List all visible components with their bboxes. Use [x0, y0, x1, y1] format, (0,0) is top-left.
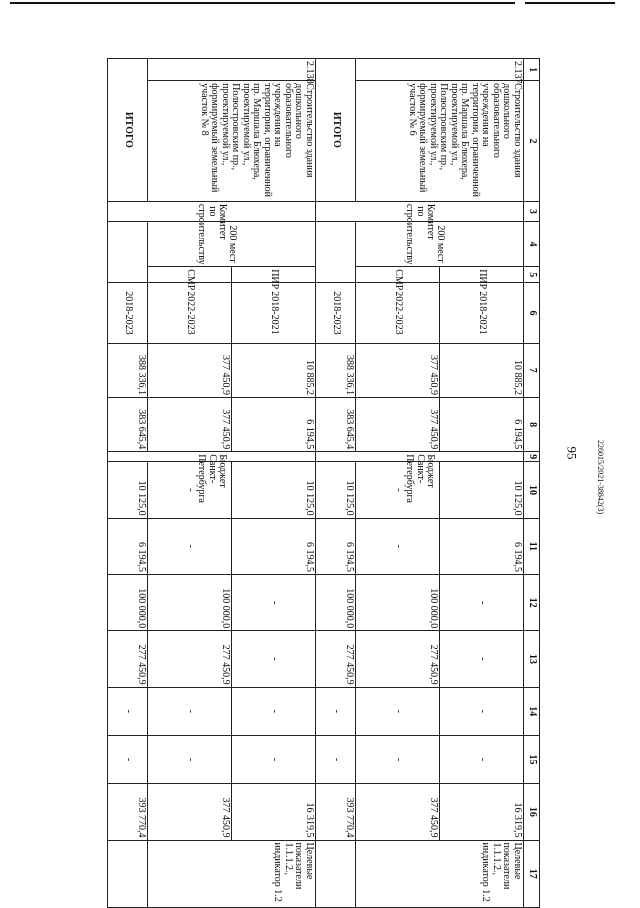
header-cell: 15	[524, 735, 540, 783]
header-cell: 13	[524, 631, 540, 687]
value-cell: 100 000,0	[356, 574, 440, 630]
value-cell: 383 645,4	[108, 397, 148, 451]
value-cell: -	[232, 574, 316, 630]
value-cell: 377 450,9	[148, 343, 232, 397]
committee: Комитет по строительству	[108, 201, 316, 221]
page-number: 95	[564, 446, 580, 460]
document-number: 226015/2021-38842(3)	[596, 440, 605, 515]
header-cell: 3	[524, 201, 540, 221]
table-row	[232, 59, 316, 908]
budget-source: Бюджет Санкт-Петербурга	[316, 452, 524, 462]
target-indicators: Целевые показатели 1.1.1.2., индикатор 1.2	[148, 840, 316, 907]
empty-cell	[108, 221, 148, 282]
header-cell: 7	[524, 343, 540, 397]
value-cell: -	[232, 687, 316, 735]
value-cell: -	[356, 687, 440, 735]
header-cell: 12	[524, 574, 540, 630]
value-cell: 6 194,5	[232, 397, 316, 451]
value-cell: 10 125,0	[232, 462, 316, 518]
budget-table	[107, 58, 540, 908]
value-cell: 100 000,0	[148, 574, 232, 630]
value-cell: -	[440, 735, 524, 783]
capacity: 200 мест	[148, 221, 316, 266]
header-cell: 6	[524, 283, 540, 343]
header-cell: 9	[524, 452, 540, 462]
value-cell: 393 770,4	[316, 784, 356, 840]
value-cell: -	[232, 735, 316, 783]
value-cell: 6 194,5	[316, 518, 356, 574]
committee: Комитет по строительству	[316, 201, 524, 221]
target-indicators: Целевые показатели 1.1.1.2., индикатор 1.2	[356, 840, 524, 907]
row-id: 2.138	[148, 59, 316, 81]
work-type: ПИР	[232, 267, 316, 283]
work-type: ПИР	[440, 267, 524, 283]
header-cell: 16	[524, 784, 540, 840]
value-cell: 6 194,5	[232, 518, 316, 574]
value-cell: 6 194,5	[108, 518, 148, 574]
budget-source: Бюджет Санкт-Петербурга	[108, 452, 316, 462]
value-cell: 16 319,5	[440, 784, 524, 840]
header-cell: 17	[524, 840, 540, 907]
row-id: 2.137	[356, 59, 524, 81]
value-cell: 377 450,9	[356, 397, 440, 451]
value-cell: 277 450,9	[148, 631, 232, 687]
value-cell: 277 450,9	[108, 631, 148, 687]
header-cell: 10	[524, 462, 540, 518]
value-cell: -	[232, 631, 316, 687]
header-cell: 11	[524, 518, 540, 574]
period: 2022-2023	[148, 283, 232, 343]
top-border-line	[0, 2, 640, 6]
value-cell: 377 450,9	[356, 784, 440, 840]
value-cell: -	[356, 735, 440, 783]
value-cell: 6 194,5	[440, 518, 524, 574]
value-cell: 100 000,0	[108, 574, 148, 630]
value-cell: -	[148, 735, 232, 783]
period: 2022-2023	[356, 283, 440, 343]
value-cell: 377 450,9	[148, 784, 232, 840]
header-cell: 2	[524, 81, 540, 202]
value-cell: 277 450,9	[316, 631, 356, 687]
period: 2018-2021	[440, 283, 524, 343]
value-cell: -	[108, 687, 148, 735]
header-cell: 1	[524, 59, 540, 81]
value-cell: 6 194,5	[440, 397, 524, 451]
value-cell: 377 450,9	[148, 397, 232, 451]
header-cell: 8	[524, 397, 540, 451]
value-cell: -	[356, 518, 440, 574]
total-label: ИТОГО	[316, 59, 356, 202]
period: 2018-2021	[232, 283, 316, 343]
total-label: ИТОГО	[108, 59, 148, 202]
value-cell: 393 770,4	[108, 784, 148, 840]
value-cell: -	[316, 687, 356, 735]
table-row	[440, 59, 524, 908]
value-cell: -	[148, 518, 232, 574]
value-cell: 10 125,0	[316, 462, 356, 518]
value-cell: -	[148, 462, 232, 518]
total-row	[316, 59, 356, 908]
value-cell: -	[356, 462, 440, 518]
value-cell: 277 450,9	[356, 631, 440, 687]
value-cell: 10 125,0	[108, 462, 148, 518]
header-row	[524, 59, 540, 908]
rotated-table-container	[68, 58, 540, 908]
value-cell: -	[440, 687, 524, 735]
value-cell: 10 125,0	[440, 462, 524, 518]
empty-cell	[316, 221, 356, 282]
value-cell: 16 319,5	[232, 784, 316, 840]
work-type: СМР	[356, 267, 440, 283]
value-cell: 10 885,2	[440, 343, 524, 397]
header-cell: 5	[524, 267, 540, 283]
object-name: Строительство здания дошкольного образовательного учреждения на территории, ограниченной пр. Маршала Блюхера, проектируемой ул., Полюстровским пр., проектируемой ул., формируемый земельный участок № 8	[148, 81, 316, 202]
value-cell: 10 885,2	[232, 343, 316, 397]
value-cell: -	[440, 631, 524, 687]
header-cell: 4	[524, 221, 540, 266]
header-cell: 14	[524, 687, 540, 735]
value-cell: 388 336,1	[316, 343, 356, 397]
value-cell: 388 336,1	[108, 343, 148, 397]
value-cell: -	[316, 735, 356, 783]
value-cell: 377 450,9	[356, 343, 440, 397]
period: 2018-2023	[316, 283, 356, 343]
value-cell: 383 645,4	[316, 397, 356, 451]
value-cell: 100 000,0	[316, 574, 356, 630]
value-cell: -	[440, 574, 524, 630]
empty-cell	[108, 840, 148, 907]
value-cell: -	[148, 687, 232, 735]
empty-cell	[316, 840, 356, 907]
capacity: 200 мест	[356, 221, 524, 266]
value-cell: -	[108, 735, 148, 783]
object-name: Строительство здания дошкольного образовательного учреждения на территории, ограниченной пр. Маршала Блюхера, проектируемой ул., Полюстровским пр., проектируемой ул., формируемый земельный участок № 6	[356, 81, 524, 202]
work-type: СМР	[148, 267, 232, 283]
period: 2018-2023	[108, 283, 148, 343]
total-row	[108, 59, 148, 908]
